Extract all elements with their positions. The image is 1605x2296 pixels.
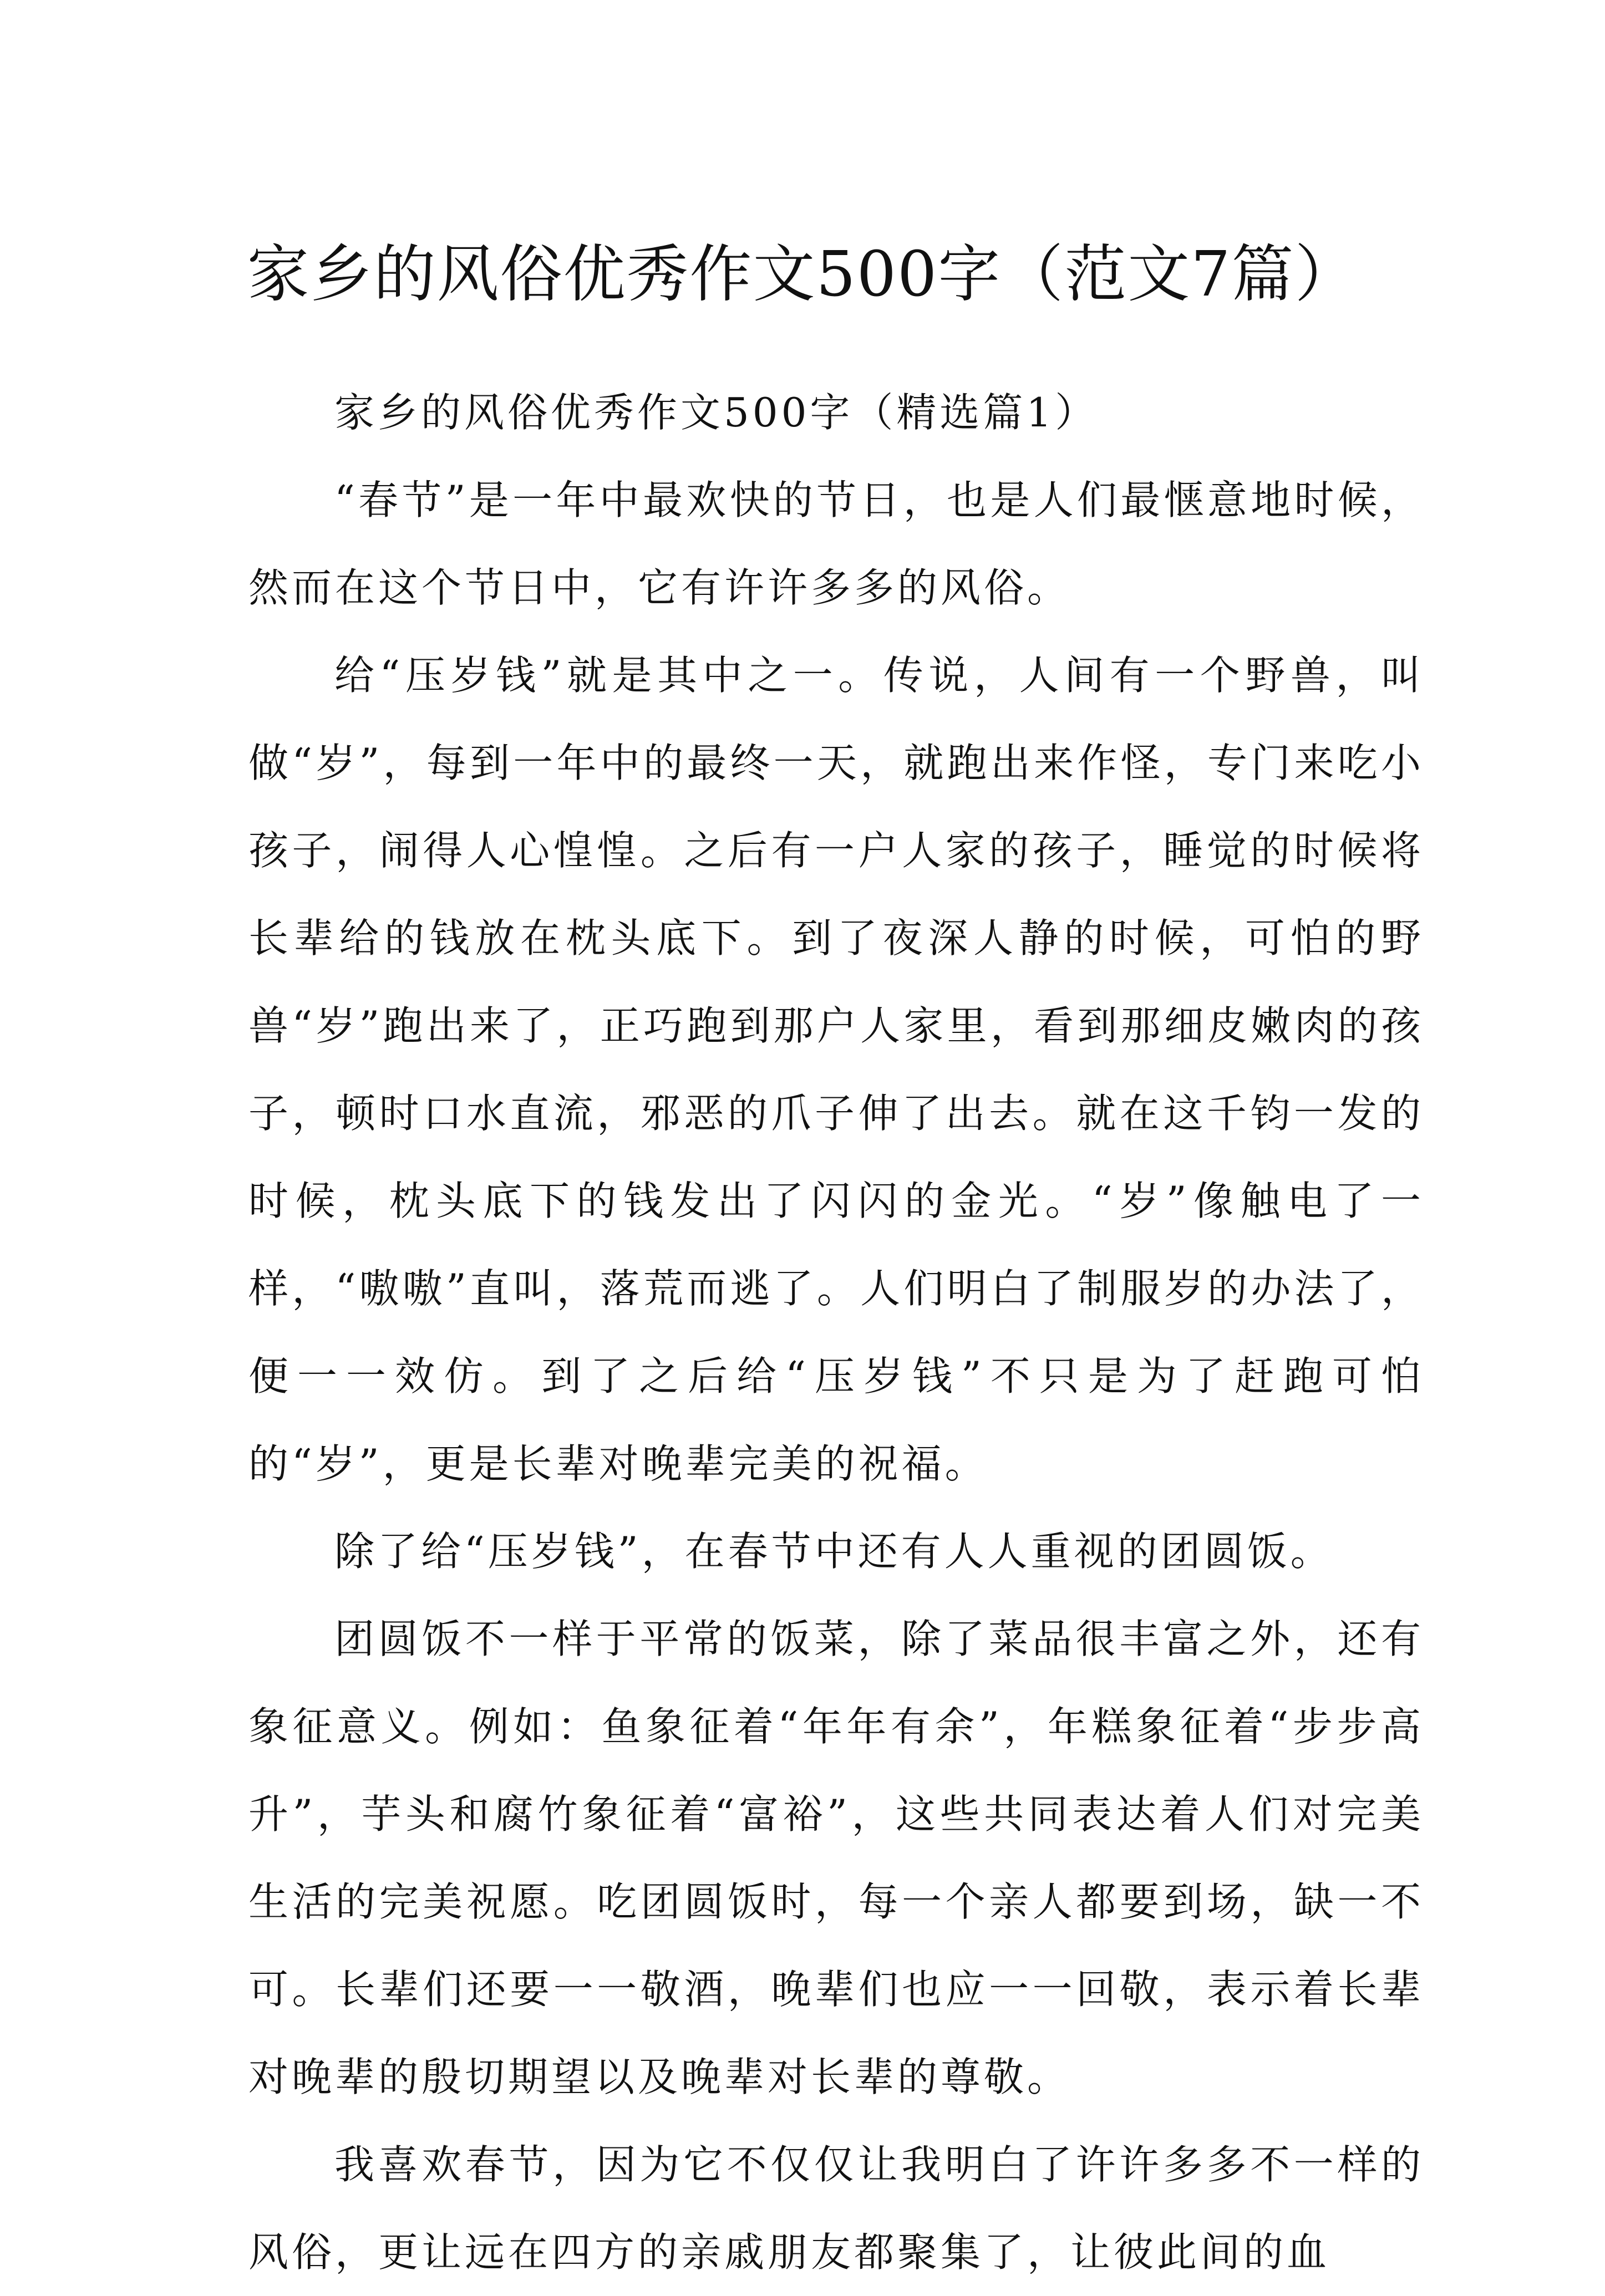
essay-heading: 家乡的风俗优秀作文500字（精选篇1） xyxy=(334,389,1099,436)
document-title: 家乡的风俗优秀作文500字（范文7篇） xyxy=(247,238,1358,311)
paragraph: 给“压岁钱”就是其中之一。传说，人间有一个野兽，叫做“岁”，每到一年中的最终一天，就跑出来作怪，专门来吃小孩子，闹得人心惶惶。之后有一户人家的孩子，睡觉的时候将长辈给的钱放在枕头底下。到了夜深人静的时候，可怕的野兽“岁”跑出来了，正巧跑到那户人家里，看到那细皮嫩肉的孩子，顿时口水直流，邪恶的爪子伸了出去。就在这千钧一发的时候，枕头底下的钱发出了闪闪的金光。“岁”像触电了一样，“嗷嗷”直叫，落荒而逃了。人们明白了制服岁的办法了，便一一效仿。到了之后给“压岁钱”不只是为了赶跑可怕的“岁”，更是长辈对晚辈完美的祝福。 xyxy=(248,652,1424,1487)
paragraph: 团圆饭不一样于平常的饭菜，除了菜品很丰富之外，还有象征意义。例如：鱼象征着“年年有余”，年糕象征着“步步高升”，芋头和腐竹象征着“富裕”，这些共同表达着人们对完美生活的完美祝愿。吃团圆饭时，每一个亲人都要到场，缺一不可。长辈们还要一一敬酒，晚辈们也应一一回敬，表示着长辈对晚辈的殷切期望以及晚辈对长辈的尊敬。 xyxy=(248,1616,1424,2100)
document-body xyxy=(248,369,1424,2296)
paragraph: 除了给“压岁钱”，在春节中还有人人重视的团圆饭。 xyxy=(334,1528,1334,1575)
paragraph: 我喜欢春节，因为它不仅仅让我明白了许许多多不一样的风俗，更让远在四方的亲戚朋友都聚集了，让彼此间的血 xyxy=(248,2141,1424,2275)
paragraph: “春节”是一年中最欢快的节日，也是人们最惬意地时候，然而在这个节日中，它有许许多多的风俗。 xyxy=(248,477,1424,611)
